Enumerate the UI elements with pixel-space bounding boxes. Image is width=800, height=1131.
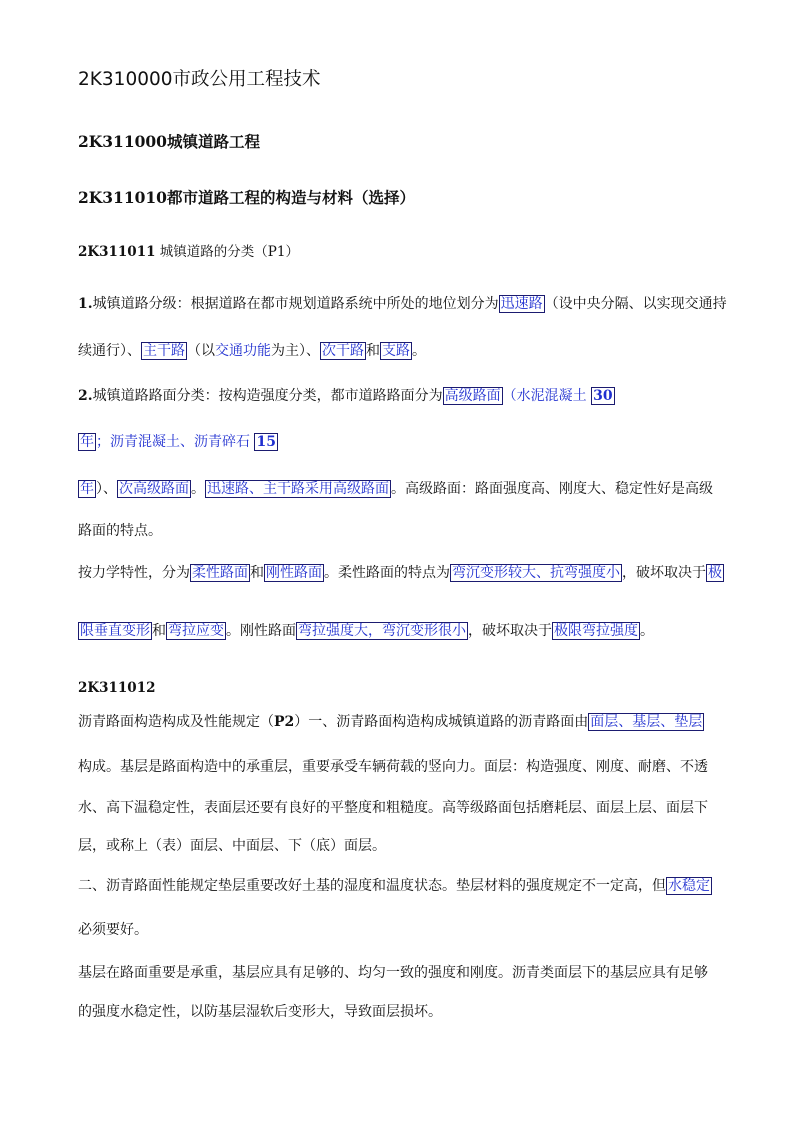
keyword-box: 次干路 bbox=[322, 343, 364, 359]
text: 沥青路面构造构成及性能规定（ bbox=[78, 714, 274, 730]
text: 。柔性路面的特点为 bbox=[324, 565, 450, 581]
para2-line4: 路面的特点。 bbox=[78, 523, 162, 539]
subsection-heading: 2K311010都市道路工程的构造与材料（选择） bbox=[78, 188, 415, 207]
keyword-box: 极限弯拉强度 bbox=[554, 623, 638, 639]
keyword-box: 弯拉强度大，弯沉变形很小 bbox=[298, 623, 466, 639]
keyword-box: 高级路面 bbox=[444, 388, 501, 404]
keyword-box: 次高级路面 bbox=[119, 481, 189, 497]
para2-line2 bbox=[78, 432, 278, 452]
para4-line3: 水、高下温稳定性，表面层还要有良好的平整度和粗糙度。高等级路面包括磨耗层、面层上层、面层下 bbox=[78, 800, 708, 816]
text: 城镇道路路面分类：按构造强度分类，都市道路路面分为 bbox=[92, 388, 443, 404]
text: 。 bbox=[412, 343, 426, 359]
para5-line1 bbox=[78, 876, 712, 896]
text: （设中央分隔、以实现交通持 bbox=[544, 296, 727, 312]
text: 和 bbox=[152, 623, 166, 639]
text: 按力学特性，分为 bbox=[78, 565, 190, 581]
text: （以 bbox=[187, 343, 215, 359]
para2-line3 bbox=[78, 479, 713, 499]
keyword-box: 15 bbox=[256, 434, 276, 450]
text: 为主）、 bbox=[271, 343, 320, 359]
item2-code: 2K311012 bbox=[78, 680, 156, 696]
para6-line2: 的强度水稳定性，以防基层湿软后变形大，导致面层损坏。 bbox=[78, 1004, 442, 1020]
text: 二、沥青路面性能规定垫层重要改好土基的湿度和温度状态。垫层材料的强度规定不一定高，但 bbox=[78, 878, 666, 894]
text: 。刚性路面 bbox=[226, 623, 296, 639]
text: ）一、沥青路面构造构成城镇道路的沥青路面由 bbox=[294, 714, 589, 730]
keyword-box: 柔性路面 bbox=[192, 565, 248, 581]
keyword-box: 限垂直变形 bbox=[80, 623, 150, 639]
text: 和 bbox=[250, 565, 264, 581]
para4-line4: 层，或称上（表）面层、中面层、下（底）面层。 bbox=[78, 838, 386, 854]
keyword-box: 水稳定 bbox=[668, 878, 710, 894]
para1-num: 1. bbox=[78, 296, 93, 312]
keyword-box: 支路 bbox=[382, 343, 410, 359]
para3-line1 bbox=[78, 563, 724, 583]
doc-title: 2K310000市政公用工程技术 bbox=[78, 69, 321, 90]
keyword-box: 主干路 bbox=[143, 343, 185, 359]
para1-line2 bbox=[78, 341, 426, 361]
keyword-box: 年 bbox=[80, 481, 94, 497]
text: 续通行）、 bbox=[78, 343, 141, 359]
para5-line2: 必须要好。 bbox=[78, 922, 148, 938]
item1-heading bbox=[78, 242, 299, 262]
keyword-box: 年 bbox=[80, 434, 94, 450]
keyword-box: 弯沉变形较大、抗弯强度小 bbox=[452, 565, 620, 581]
keyword-box: 迅速路 bbox=[500, 296, 543, 312]
keyword-text: 交通功能 bbox=[215, 343, 271, 359]
text: ，破坏取决于 bbox=[622, 565, 706, 581]
keyword-box: 迅速路、主干路采用高级路面 bbox=[207, 481, 389, 497]
para4-line2: 构成。基层是路面构造中的承重层，重要承受车辆荷载的竖向力。面层：构造强度、刚度、耐磨、不透 bbox=[78, 759, 708, 775]
item1-title: 城镇道路的分类（P1） bbox=[159, 244, 299, 260]
text: 城镇道路分级：根据道路在都市规划道路系统中所处的地位划分为 bbox=[92, 296, 499, 312]
para2-num: 2. bbox=[78, 388, 93, 404]
text: ）、 bbox=[96, 481, 117, 497]
keyword-box: 弯拉应变 bbox=[168, 623, 224, 639]
text: 和 bbox=[366, 343, 380, 359]
page-ref: P2 bbox=[274, 714, 295, 730]
text: 。 bbox=[640, 623, 654, 639]
text: 。 bbox=[191, 481, 205, 497]
keyword-box: 30 bbox=[593, 388, 613, 404]
keyword-box: 刚性路面 bbox=[266, 565, 322, 581]
keyword-text: ；沥青混凝土、沥青碎石 bbox=[96, 434, 250, 450]
keyword-box: 极 bbox=[708, 565, 722, 581]
para2-line1 bbox=[78, 386, 615, 406]
para3-line2 bbox=[78, 621, 654, 641]
section-heading: 2K311000城镇道路工程 bbox=[78, 132, 260, 151]
item1-code: 2K311011 bbox=[78, 244, 156, 260]
keyword-box: 面层、基层、垫层 bbox=[590, 714, 703, 730]
para1-line1 bbox=[78, 294, 727, 314]
keyword-text: （水泥混凝土 bbox=[502, 388, 587, 404]
para4-line1 bbox=[78, 712, 704, 732]
text: ，破坏取决于 bbox=[468, 623, 552, 639]
para6-line1: 基层在路面重要是承重，基层应具有足够的、均匀一致的强度和刚度。沥青类面层下的基层应具有足够 bbox=[78, 965, 708, 981]
text: 。高级路面：路面强度高、刚度大、稳定性好是高级 bbox=[391, 481, 713, 497]
